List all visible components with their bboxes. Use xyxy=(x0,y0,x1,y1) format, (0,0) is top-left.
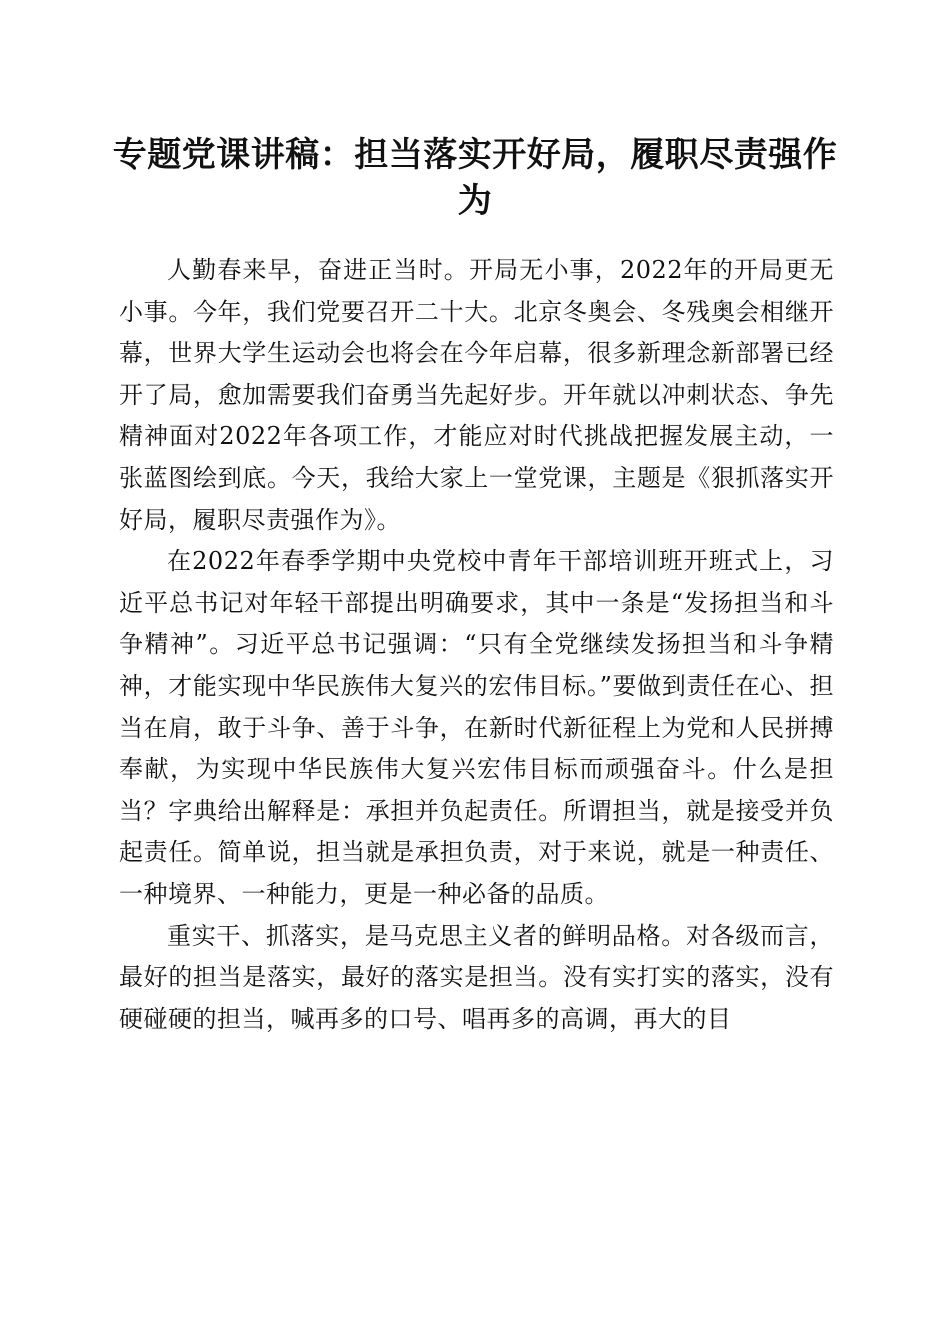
paragraph-1: 人勤春来早，奋进正当时。开局无小事，2022年的开局更无小事。今年，我们党要召开二十大。北京冬奥会、冬残奥会相继开幕，世界大学生运动会也将会在今年启幕，很多新理念新部署已经开了局，愈加需要我们奋勇当先起好步。开年就以冲刺状态、争先精神面对2022年各项工作，才能应对时代挑战把握发展主动，一张蓝图绘到底。今天，我给大家上一堂党课，主题是《狠抓落实开好局，履职尽责强作为》。 xyxy=(119,256,834,534)
document-body xyxy=(119,250,834,1040)
paragraph-3: 重实干、抓落实，是马克思主义者的鲜明品格。对各级而言，最好的担当是落实，最好的落实是担当。没有实打实的落实，没有硬碰硬的担当，喊再多的口号、唱再多的高调，再大的目 xyxy=(119,921,834,1033)
document-title: 专题党课讲稿：担当落实开好局，履职尽责强作为 xyxy=(112,135,838,221)
paragraph-2: 在2022年春季学期中央党校中青年干部培训班开班式上，习近平总书记对年轻干部提出明确要求，其中一条是“发扬担当和斗争精神”。习近平总书记强调：“只有全党继续发扬担当和斗争精神，才能实现中华民族伟大复兴的宏伟目标。”要做到责任在心、担当在肩，敢于斗争、善于斗争，在新时代新征程上为党和人民拼搏奉献，为实现中华民族伟大复兴宏伟目标而顽强奋斗。什么是担当？字典给出解释是：承担并负起责任。所谓担当，就是接受并负起责任。简单说，担当就是承担负责，对于来说，就是一种责任、一种境界、一种能力，更是一种必备的品质。 xyxy=(119,547,834,908)
